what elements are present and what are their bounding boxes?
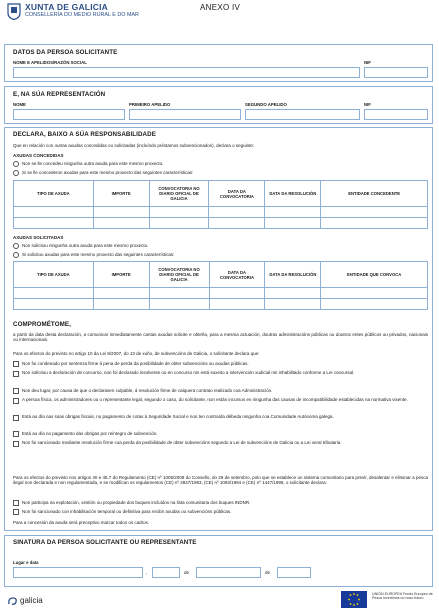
separator-de-1: de	[184, 570, 190, 575]
regulation-intro: Para os efectos do previsto nos artigos 40 e 45.7 do Regulamento (CE) nº 1005/2008 do Consello, do 29 de setembro, polo que se establece un sistema comunitario para previr, desalentar e eliminar a pesca ilegal non declarada e non regulamentada, e se modifican os regulamentos (CE) nº 2847/1993, (CE) nº 1093/1994 e (CE) nº 1447/1999, o solicitante declara:	[13, 475, 428, 486]
declaration-check-4[interactable]	[13, 398, 19, 404]
rep-nif-label: NIF	[364, 102, 371, 107]
commitment-title: COMPROMÉTOME,	[13, 321, 71, 328]
signature-section	[4, 535, 433, 587]
signature-year-input[interactable]	[277, 567, 311, 578]
requested-col-resolution-date: DATA DA RESOLUCIÓN	[265, 262, 321, 288]
regulation-check-2[interactable]	[13, 509, 19, 515]
requested-col-call-date: DATA DA CONVOCATORIA	[209, 262, 265, 288]
logo-title: XUNTA DE GALICIA	[25, 2, 109, 12]
regulation-check-2-label: Non foi sancionado con inhabilitación temporal ou definitiva para recibir axudas ou subvencións públicas.	[22, 509, 232, 514]
rep-name-label: NOME	[13, 102, 26, 107]
galicia-swirl-icon	[7, 596, 18, 607]
granted-heading: AXUDAS CONCEDIDAS	[13, 153, 64, 158]
xunta-coat-of-arms-icon	[7, 3, 21, 20]
granted-col-amount: IMPORTE	[93, 181, 149, 207]
signature-day-input[interactable]	[152, 567, 180, 578]
granted-col-dog: CONVOCATORIA NO DIARIO OFICIAL DE GALICIA	[149, 181, 209, 207]
name-label: NOME E APELIDOS/RAZÓN SOCIAL	[13, 60, 87, 65]
final-note: Para a concesión da axuda será preceptivo marcar todos os cadros.	[13, 520, 150, 525]
declaration-check-2[interactable]	[13, 371, 19, 377]
table-row	[14, 299, 428, 310]
declaration-check-5-label: Está ao día nas súas obrigas fiscais, no pagamento de cotas á Seguridade Social e non ten contraída débeda ningunha coa Comunidade Autónoma galega.	[22, 414, 334, 419]
granted-yes-radio[interactable]	[13, 170, 19, 176]
declaration-check-4-label: A persoa física, os administradores ou o representante legal, segundo o caso, do solicitante, non están incursos en ningunha das causas de incompatibilidade establecidas na normativa vixente.	[22, 397, 408, 402]
declaration-check-3-label: Non deu lugar, por causa de que o declarasen culpable, á resolución firme de calquera contrato realizado coa Administración.	[22, 388, 273, 393]
applicant-title: DATOS DA PERSOA SOLICITANTE	[13, 49, 118, 56]
eu-flag-icon	[341, 591, 367, 608]
rep-first-surname-input[interactable]	[129, 109, 241, 120]
representation-title: E, NA SÚA REPRESENTACIÓN	[13, 91, 106, 98]
commitment-text: a partir da data desta declaración, a comunicar inmediatamente cantas axudas solicite e obteña, para a mesma actuación, doutras administracións públicas ou doutros entes públicos ou privados, nacionais ou internacionais.	[13, 332, 428, 343]
declaration-intro: Que en relación con outras axudas concedidas ou solicitadas (incluíndo préstamos subvencionados), declara o seguinte:	[13, 143, 255, 148]
rep-second-surname-input[interactable]	[245, 109, 360, 120]
nif-label: NIF	[364, 60, 371, 65]
requested-yes-radio[interactable]	[13, 252, 19, 258]
declaration-check-5[interactable]	[13, 415, 19, 421]
table-row	[14, 288, 428, 299]
table-row	[14, 218, 428, 229]
declaration-check-1[interactable]	[13, 361, 19, 367]
declaration-section	[4, 127, 433, 531]
declaration-check-6-label: Está ao día no pagamento das obrigas por reintegro de subvención.	[22, 431, 158, 436]
granted-col-resolution-date: DATA DA RESOLUCIÓN	[265, 181, 321, 207]
representation-section	[4, 86, 433, 124]
declaration-title: DECLARA, BAIXO A SÚA RESPONSABILIDADE	[13, 131, 156, 138]
requested-col-dog: CONVOCATORIA NO DIARIO OFICIAL DE GALICIA	[149, 262, 209, 288]
separator-de-2: de	[265, 570, 271, 575]
requested-none-radio[interactable]	[13, 243, 19, 249]
rep-first-surname-label: PRIMEIRO APELIDO	[129, 102, 171, 107]
requested-aids-table	[13, 261, 428, 310]
signature-month-input[interactable]	[196, 567, 261, 578]
applicant-section	[4, 44, 433, 82]
declaration-check-7-label: Non foi sancionado mediante resolución firme coa perda da posibilidade de obter subvencións segundo a Lei de subvencións de Galicia ou a Lei xeral tributaria.	[22, 440, 342, 445]
logo-subtitle: CONSELLERÍA DO MEDIO RURAL E DO MAR	[25, 12, 139, 18]
regulation-check-1[interactable]	[13, 500, 19, 506]
separator-comma: ,	[146, 570, 148, 575]
table-row	[14, 207, 428, 218]
declaration-check-2-label: Non solicitou a declaración de concurso, non foi declarado insolvente ou en concurso nin está suxeito a intervención xudicial nin inhabilitado conforme a Lei concursal.	[22, 370, 355, 375]
requested-none-label: Non solicitou ningunha outra axuda para este mesmo proxecto.	[22, 243, 149, 248]
declaration-check-1-label: Non foi condenado por sentenza firme á pena de perda da posibilidade de obter subvencións ou axudas públicas.	[22, 361, 249, 366]
place-date-label: Lugar e data	[13, 560, 39, 565]
eu-fund-text: UNIÓN EUROPEA Fondo Europeo de Pesca Invertimos no noso futuro	[372, 592, 433, 601]
rep-second-surname-label: SEGUNDO APELIDO	[245, 102, 287, 107]
rep-name-input[interactable]	[13, 109, 125, 120]
requested-col-amount: IMPORTE	[93, 262, 149, 288]
signature-place-input[interactable]	[13, 567, 143, 578]
signature-title: SINATURA DA PERSOA SOLICITANTE OU REPRESENTANTE	[13, 539, 197, 546]
requested-col-entity: ENTIDADE QUE CONVOCA	[321, 262, 428, 288]
declaration-check-7[interactable]	[13, 441, 19, 447]
granted-yes-label: Si se lle concederon axudas para este mesmo proxecto das seguintes características:	[22, 170, 194, 175]
declaration-check-3[interactable]	[13, 388, 19, 394]
granted-col-call-date: DATA DA CONVOCATORIA	[209, 181, 265, 207]
requested-yes-label: Si solicitou axudas para este mesmo proxecto das seguintes características:	[22, 252, 175, 257]
regulation-check-1-label: Non participa na explotación, xestión ou propiedade dos buques incluídos na lista comunitaria dos buques INDNR.	[22, 500, 251, 505]
law-intro: Para os efectos do previsto no artigo 10 da Lei 9/2007, do 13 de xuño, de subvencións de Galicia, o solicitante declara que:	[13, 351, 260, 356]
granted-none-label: Non se lle concedeu ningunha outra axuda para este mesmo proxecto.	[22, 161, 164, 166]
applicant-nif-input[interactable]	[364, 67, 428, 78]
requested-col-type: TIPO DE AXUDA	[14, 262, 94, 288]
page-header	[0, 0, 439, 38]
galicia-logo: galicia	[20, 596, 43, 605]
granted-none-radio[interactable]	[13, 161, 19, 167]
rep-nif-input[interactable]	[364, 109, 428, 120]
annex-title: ANEXO IV	[200, 3, 241, 12]
applicant-name-input[interactable]	[13, 67, 360, 78]
declaration-check-6[interactable]	[13, 431, 19, 437]
requested-heading: AXUDAS SOLICITADAS	[13, 235, 64, 240]
granted-col-type: TIPO DE AXUDA	[14, 181, 94, 207]
granted-col-entity: ENTIDADE CONCEDENTE	[321, 181, 428, 207]
granted-aids-table	[13, 180, 428, 229]
